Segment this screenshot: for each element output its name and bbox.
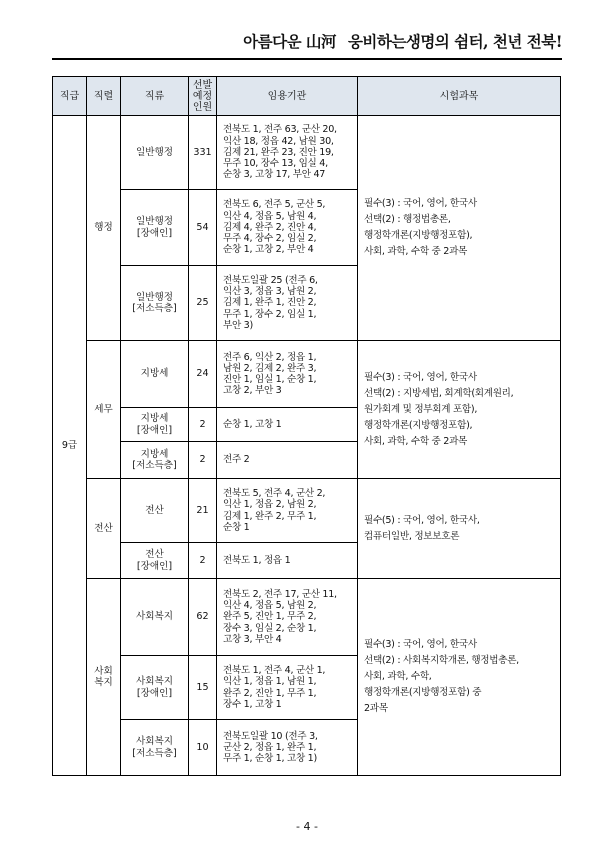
header-title-part2: 웅비하는생명의 쉼터, 천년 전북!	[347, 32, 562, 51]
category-cell: 사회복지	[121, 579, 189, 656]
agency-cell: 전북도 5, 전주 4, 군산 2, 익산 1, 정읍 2, 남원 2, 김제 1, 완주 2, 무주 1, 순창 1	[217, 479, 358, 543]
category-cell: 지방세	[121, 341, 189, 408]
agency-cell: 전북도 2, 전주 17, 군산 11, 익산 4, 정읍 5, 남원 2, 완주 5, 진안 1, 무주 2, 장수 3, 임실 2, 순창 1, 고창 3, 부안 4	[217, 579, 358, 656]
count-cell: 62	[189, 579, 217, 656]
table-row	[53, 116, 561, 190]
header-grade: 직급	[53, 77, 87, 116]
header-rule	[52, 58, 562, 60]
category-cell: 사회복지 [장애인]	[121, 656, 189, 720]
agency-cell: 전주 6, 익산 2, 정읍 1, 남원 2, 김제 2, 완주 3, 진안 1, 임실 1, 순창 1, 고창 2, 부안 3	[217, 341, 358, 408]
page-number: - 4 -	[296, 820, 318, 833]
category-cell: 전산	[121, 479, 189, 543]
series-cell: 사회 복지	[87, 579, 121, 776]
count-cell: 10	[189, 720, 217, 776]
agency-cell: 전북도일괄 10 (전주 3, 군산 2, 정읍 1, 완주 1, 무주 1, 순창 1, 고창 1)	[217, 720, 358, 776]
count-cell: 25	[189, 266, 217, 341]
subjects-cell: 필수(3) : 국어, 영어, 한국사 선택(2) : 지방세법, 회계학(회계원리, 원가회계 및 정부회계 포함), 행정학개론(지방행정포함), 사회, 과학, 수학 중 2과목	[358, 341, 561, 479]
agency-cell: 전북도 1, 전주 4, 군산 1, 익산 1, 정읍 1, 남원 1, 완주 2, 진안 1, 무주 1, 장수 1, 고창 1	[217, 656, 358, 720]
subjects-cell: 필수(3) : 국어, 영어, 한국사 선택(2) : 사회복지학개론, 행정법총론, 사회, 과학, 수학, 행정학개론(지방행정포함) 중 2과목	[358, 579, 561, 776]
series-cell: 행정	[87, 116, 121, 341]
count-cell: 21	[189, 479, 217, 543]
category-cell: 일반행정 [저소득층]	[121, 266, 189, 341]
count-cell: 54	[189, 190, 217, 266]
header-agency: 임용기관	[217, 77, 358, 116]
count-cell: 331	[189, 116, 217, 190]
subjects-cell: 필수(5) : 국어, 영어, 한국사, 컴퓨터일반, 정보보호론	[358, 479, 561, 579]
header-series: 직렬	[87, 77, 121, 116]
category-cell: 사회복지 [저소득층]	[121, 720, 189, 776]
count-cell: 2	[189, 408, 217, 442]
series-cell: 세무	[87, 341, 121, 479]
subjects-cell: 필수(3) : 국어, 영어, 한국사 선택(2) : 행정법총론, 행정학개론(지방행정포함), 사회, 과학, 수학 중 2과목	[358, 116, 561, 341]
page-header-title	[243, 30, 562, 52]
count-cell: 15	[189, 656, 217, 720]
recruitment-table	[52, 76, 561, 776]
table-row	[53, 341, 561, 408]
agency-cell: 전북도일괄 25 (전주 6, 익산 3, 정읍 3, 남원 2, 김제 1, 완주 1, 진안 2, 무주 1, 장수 2, 임실 1, 부안 3)	[217, 266, 358, 341]
agency-cell: 순창 1, 고창 1	[217, 408, 358, 442]
table-row	[53, 479, 561, 543]
category-cell: 지방세 [저소득층]	[121, 442, 189, 479]
agency-cell: 전북도 1, 전주 63, 군산 20, 익산 18, 정읍 42, 남원 30, 김제 21, 완주 23, 진안 19, 무주 10, 장수 13, 임실 4, 순창 3, 고창 17, 부안 47	[217, 116, 358, 190]
series-cell: 전산	[87, 479, 121, 579]
category-cell: 지방세 [장애인]	[121, 408, 189, 442]
agency-cell: 전주 2	[217, 442, 358, 479]
header-subjects: 시험과목	[358, 77, 561, 116]
count-cell: 2	[189, 442, 217, 479]
header-category: 직류	[121, 77, 189, 116]
table-row	[53, 579, 561, 656]
grade-cell: 9급	[53, 116, 87, 776]
count-cell: 24	[189, 341, 217, 408]
header-planned-count: 선발 예정 인원	[189, 77, 217, 116]
category-cell: 전산 [장애인]	[121, 543, 189, 579]
header-title-part1: 아름다운 山河	[243, 32, 336, 51]
agency-cell: 전북도 1, 정읍 1	[217, 543, 358, 579]
count-cell: 2	[189, 543, 217, 579]
category-cell: 일반행정 [장애인]	[121, 190, 189, 266]
category-cell: 일반행정	[121, 116, 189, 190]
table-header-row	[53, 77, 561, 116]
agency-cell: 전북도 6, 전주 5, 군산 5, 익산 4, 정읍 5, 남원 4, 김제 4, 완주 2, 진안 4, 무주 4, 장수 2, 임실 2, 순창 1, 고창 2, 부안 4	[217, 190, 358, 266]
